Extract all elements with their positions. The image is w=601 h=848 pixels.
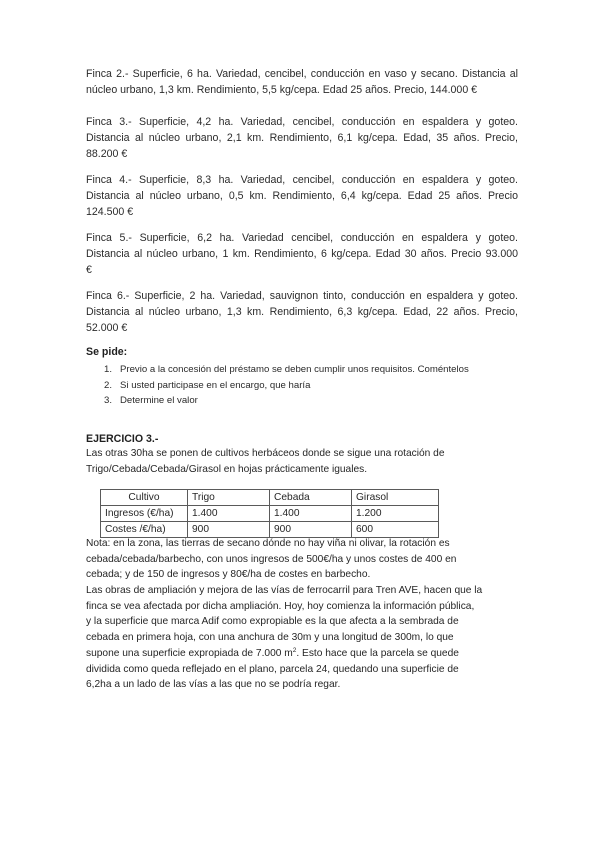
questions-list bbox=[86, 362, 469, 409]
text-line: Nota: en la zona, las tierras de secano dónde no hay viña ni olivar, la rotación es bbox=[86, 538, 450, 549]
text-fragment: . Esto hace que la parcela se quede bbox=[296, 647, 459, 659]
list-number: 3. bbox=[104, 395, 113, 406]
table-cell: 600 bbox=[352, 522, 439, 538]
text-line: finca se vea afectada por dicha ampliación. Hoy, hoy comienza la información pública, bbox=[86, 600, 475, 612]
table-cell: 1.400 bbox=[188, 506, 270, 522]
table-header-row bbox=[101, 490, 439, 506]
table-cell: 1.200 bbox=[352, 506, 439, 522]
table-cell: Ingresos (€/ha) bbox=[101, 506, 188, 522]
text-line: Finca 2.- Superficie, 6 ha. Variedad, cencibel, conducción en vaso y secano. Distancia al bbox=[86, 68, 518, 80]
finca-4-paragraph bbox=[86, 172, 518, 220]
text-line bbox=[86, 646, 522, 662]
text-line: 52.000 € bbox=[86, 322, 128, 334]
finca-3-paragraph bbox=[86, 114, 518, 162]
crops-table bbox=[100, 489, 439, 538]
text-line: cebada; y de 150 de ingresos y 80€/ha de costes en barbecho. bbox=[86, 569, 371, 581]
text-line: 88.200 € bbox=[86, 148, 128, 160]
text-line: dividida como queda reflejado en el plano, parcela 24, quedando una superficie de bbox=[86, 663, 459, 675]
text-line: Trigo/Cebada/Cebada/Girasol en hojas prácticamente iguales. bbox=[86, 463, 368, 475]
text-line: cebada/cebada/barbecho, con unos ingresos de 500€/ha y unos costes de 400 en bbox=[86, 553, 457, 565]
table-header-cell: Cebada bbox=[270, 490, 352, 506]
list-text: Si usted participase en el encargo, que haría bbox=[120, 379, 311, 391]
text-line: Distancia al núcleo urbano, 2,1 km. Rendimiento, 6,1 kg/cepa. Edad, 35 años. Precio, bbox=[86, 132, 518, 144]
finca-2-paragraph bbox=[86, 66, 518, 98]
table-cell: 900 bbox=[188, 522, 270, 538]
finca-5-paragraph bbox=[86, 230, 518, 278]
text-line: y la superficie que marca Adif como expropiable es la que afecta a la sembrada de bbox=[86, 616, 459, 628]
ejercicio-3-intro bbox=[86, 446, 522, 477]
obras-paragraph bbox=[86, 583, 522, 693]
text-line: Distancia al núcleo urbano, 1 km. Rendimiento, 6 kg/cepa. Edad 30 años. Precio 93.000 bbox=[86, 248, 518, 260]
list-text: Determine el valor bbox=[120, 395, 198, 406]
text-line: cebada en primera hoja, con una anchura de 30m y una longitud de 300m, lo que bbox=[86, 632, 454, 644]
table-header-cell: Trigo bbox=[188, 490, 270, 506]
text-line: Finca 6.- Superficie, 2 ha. Variedad, sauvignon tinto, conducción en espaldera y goteo. bbox=[86, 290, 518, 302]
table-header-cell: Girasol bbox=[352, 490, 439, 506]
text-line: 6,2ha a un lado de las vías a las que no se podría regar. bbox=[86, 679, 341, 691]
list-text: Previo a la concesión del préstamo se deben cumplir unos requisitos. Coméntelos bbox=[120, 364, 469, 375]
se-pide-heading: Se pide: bbox=[86, 346, 128, 358]
text-line: € bbox=[86, 264, 92, 276]
table-cell: Costes /€/ha) bbox=[101, 522, 188, 538]
list-number: 1. bbox=[104, 364, 113, 375]
text-line: Finca 3.- Superficie, 4,2 ha. Variedad, cencibel, conducción en espaldera y goteo. bbox=[86, 116, 518, 128]
table-cell: 1.400 bbox=[270, 506, 352, 522]
text-line: 124.500 € bbox=[86, 206, 134, 218]
table-header-cell: Cultivo bbox=[101, 490, 188, 506]
text-line: núcleo urbano, 1,3 km. Rendimiento, 5,5 kg/cepa. Edad 25 años. Precio, 144.000 € bbox=[86, 84, 478, 96]
nota-paragraph bbox=[86, 536, 522, 583]
superscript: 2 bbox=[292, 646, 297, 654]
text-line: Las obras de ampliación y mejora de las vías de ferrocarril para Tren AVE, hacen que la bbox=[86, 585, 483, 596]
list-number: 2. bbox=[104, 379, 113, 391]
text-line: Finca 5.- Superficie, 6,2 ha. Variedad cencibel, conducción en espaldera y goteo. bbox=[86, 232, 518, 244]
finca-6-paragraph bbox=[86, 288, 518, 336]
text-line: Las otras 30ha se ponen de cultivos herbáceos donde se sigue una rotación de bbox=[86, 448, 445, 459]
list-item bbox=[86, 378, 469, 394]
text-fragment: supone una superficie expropiada de 7.000 m bbox=[86, 647, 293, 659]
text-line: Distancia al núcleo urbano, 1,3 km. Rendimiento, 6,3 kg/cepa. Edad, 22 años. Precio, bbox=[86, 306, 518, 318]
table-cell: 900 bbox=[270, 522, 352, 538]
list-item bbox=[86, 393, 469, 409]
text-line: Distancia al núcleo urbano, 0,5 km. Rendimiento, 6,4 kg/cepa. Edad 25 años. Precio bbox=[86, 190, 518, 202]
ejercicio-3-heading: EJERCICIO 3.- bbox=[86, 433, 159, 445]
text-line: Finca 4.- Superficie, 8,3 ha. Variedad, cencibel, conducción en espaldera y goteo. bbox=[86, 174, 518, 186]
table-row bbox=[101, 506, 439, 522]
list-item bbox=[86, 362, 469, 378]
